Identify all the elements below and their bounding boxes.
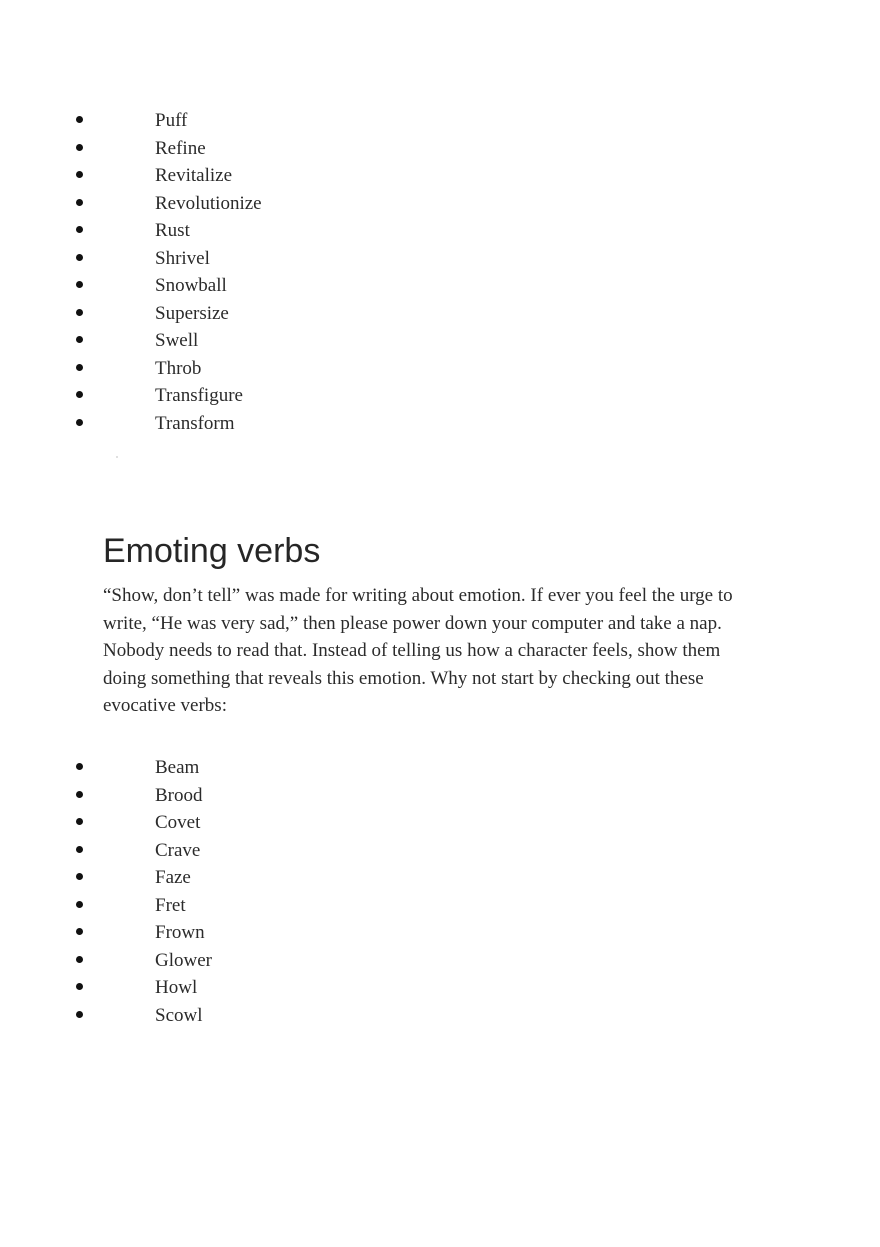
bullet-icon <box>76 419 83 426</box>
list-item-text: Swell <box>155 330 199 351</box>
bullet-icon <box>76 1011 83 1018</box>
bullet-icon <box>76 763 83 770</box>
bullet-icon <box>76 336 83 343</box>
section-paragraph: “Show, don’t tell” was made for writing about emotion. If ever you feel the urge to write, “He was very sad,” then please power down your computer and take a nap. Nobody needs to read that. Instead of telling us how a character feels, show them doing something that reveals this emotion. Why not start by checking out these evocative verbs: <box>103 585 733 717</box>
list-item-text: Glower <box>155 949 212 971</box>
bullet-icon <box>76 364 83 371</box>
bullet-icon <box>76 846 83 853</box>
bullet-icon <box>76 309 83 316</box>
list-item-text: Rust <box>155 220 190 241</box>
list-item-text: Shrivel <box>155 247 210 269</box>
list-item-text: Scowl <box>155 1004 203 1026</box>
list-item-text: Faze <box>155 867 191 888</box>
bullet-icon <box>76 956 83 963</box>
bullet-icon <box>76 116 83 123</box>
scan-artifact-dot <box>116 456 118 458</box>
list-item-text: Fret <box>155 894 186 916</box>
list-item-text: Transform <box>155 412 235 434</box>
bullet-icon <box>76 199 83 206</box>
bullet-icon <box>76 171 83 178</box>
list-item-text: Transfigure <box>155 385 243 406</box>
list-item-text: Puff <box>155 110 188 131</box>
bullet-icon <box>76 791 83 798</box>
list-item-text: Throb <box>155 357 202 379</box>
bullet-icon <box>76 281 83 288</box>
bullet-icon <box>76 901 83 908</box>
bullet-icon <box>76 226 83 233</box>
list-item-text: Snowball <box>155 275 227 296</box>
list-item-text: Revitalize <box>155 165 233 186</box>
list-item-text: Howl <box>155 977 198 998</box>
list-item-text: Brood <box>155 784 203 806</box>
list-item-text: Refine <box>155 137 206 159</box>
list-item-text: Crave <box>155 839 201 861</box>
list-item-text: Beam <box>155 757 200 778</box>
bullet-icon <box>76 391 83 398</box>
list-item-text: Frown <box>155 922 205 943</box>
bullet-icon <box>76 144 83 151</box>
bullet-icon <box>76 983 83 990</box>
list-item-text: Supersize <box>155 302 229 324</box>
bullet-icon <box>76 928 83 935</box>
list-item-text: Covet <box>155 812 201 833</box>
bullet-icon <box>76 818 83 825</box>
section-heading: Emoting verbs <box>103 532 321 570</box>
bullet-icon <box>76 873 83 880</box>
list-item-text: Revolutionize <box>155 192 262 214</box>
bullet-icon <box>76 254 83 261</box>
